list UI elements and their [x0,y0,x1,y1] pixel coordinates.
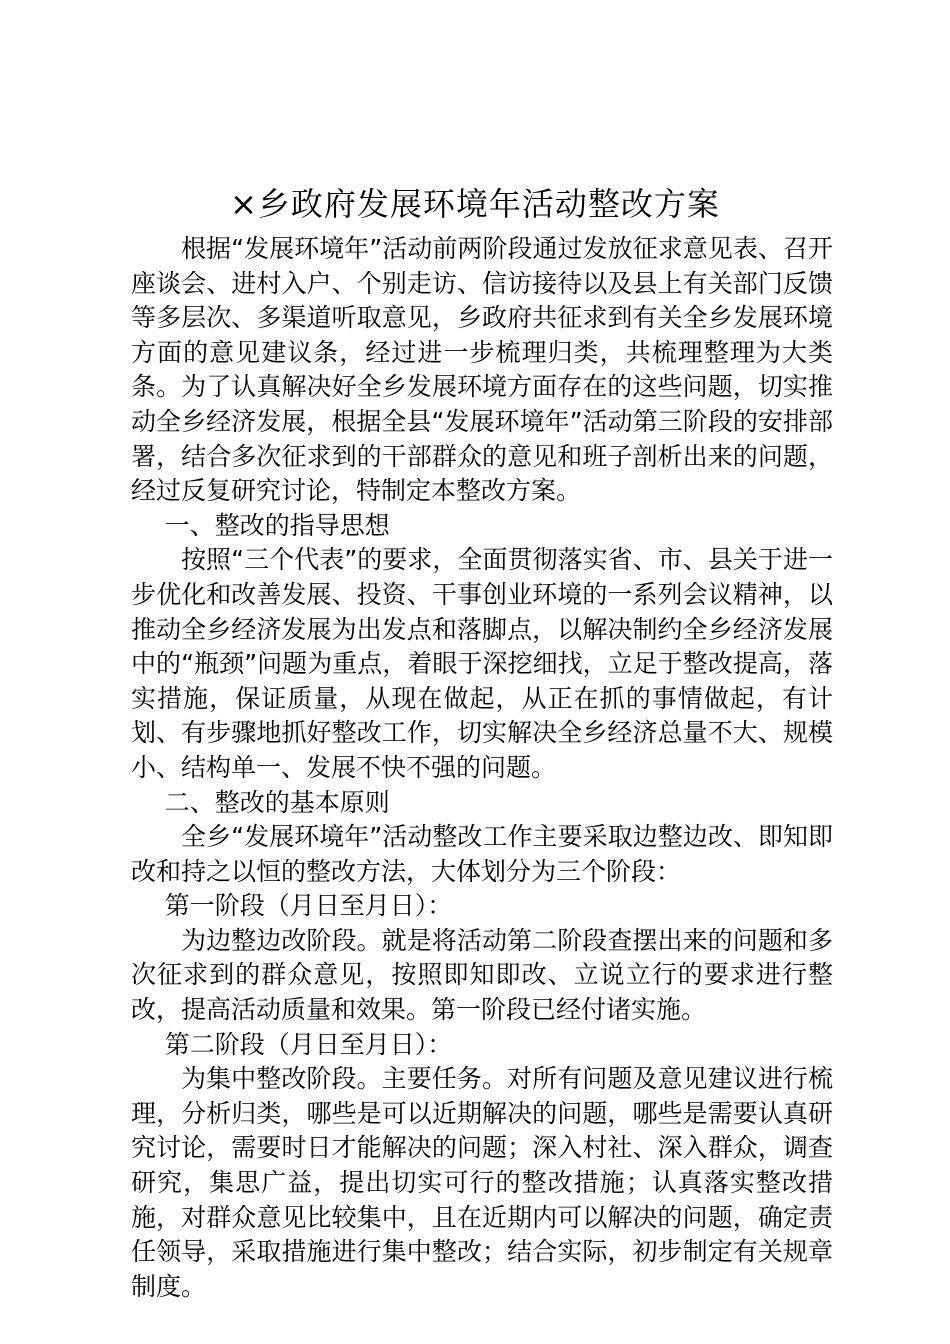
document-body [131,232,833,1304]
paragraph-basic-principles: 全乡“发展环境年”活动整改工作主要采取边整边改、即知即改和持之以恒的整改方法，大体划分为三个阶段： [131,822,833,886]
section-heading-basic-principles: 二、整改的基本原则 [164,787,390,817]
paragraph-intro: 根据“发展环境年”活动前两阶段通过发放征求意见表、召开座谈会、进村入户、个别走访、信访接待以及县上有关部门反馈等多层次、多渠道听取意见，乡政府共征求到有关全乡发展环境方面的意见建议条，经过进一步梳理归类，共梳理整理为大类条。为了认真解决好全乡发展环境方面存在的这些问题，切实推动全乡经济发展，根据全县“发展环境年”活动第三阶段的安排部署，结合多次征求到的干部群众的意见和班子剖析出来的问题，经过反复研究讨论，特制定本整改方案。 [131,234,833,506]
stage-heading-first: 第一阶段（月日至月日）： [164,891,453,921]
stage-heading-second: 第二阶段（月日至月日）： [164,1029,453,1059]
document-title: ×乡政府发展环境年活动整改方案 [230,185,720,223]
paragraph-guiding-ideology: 按照“三个代表”的要求，全面贯彻落实省、市、县关于进一步优化和改善发展、投资、干事创业环境的一系列会议精神，以推动全乡经济发展为出发点和落脚点，以解决制约全乡经济发展中的“瓶颈”问题为重点，着眼于深挖细找，立足于整改提高，落实措施，保证质量，从现在做起，从正在抓的事情做起，有计划、有步骤地抓好整改工作，切实解决全乡经济总量不大、规模小、结构单一、发展不快不强的问题。 [131,545,833,782]
paragraph-stage-second: 为集中整改阶段。主要任务。对所有问题及意见建议进行梳理，分析归类，哪些是可以近期解决的问题，哪些是需要认真研究讨论，需要时日才能解决的问题；深入村社、深入群众，调查研究，集思广益，提出切实可行的整改措施；认真落实整改措施，对群众意见比较集中，且在近期内可以解决的问题，确定责任领导，采取措施进行集中整改；结合实际，初步制定有关规章制度。 [131,1064,833,1301]
section-heading-guiding-ideology: 一、整改的指导思想 [164,510,390,540]
paragraph-stage-first: 为边整边改阶段。就是将活动第二阶段查摆出来的问题和多次征求到的群众意见，按照即知即改、立说立行的要求进行整改，提高活动质量和效果。第一阶段已经付诸实施。 [131,925,833,1025]
